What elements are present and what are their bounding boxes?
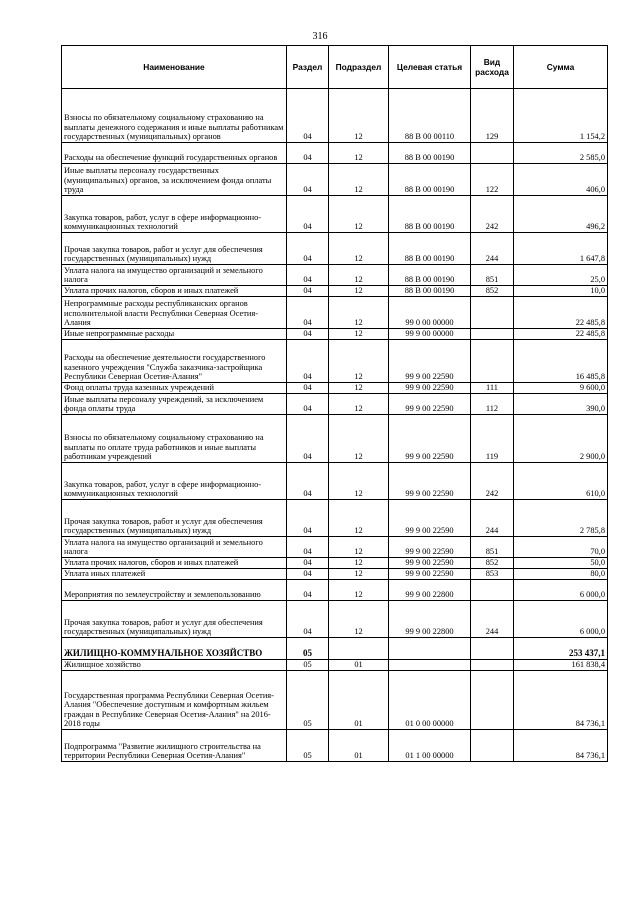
- cell-statya: 99 9 00 00000: [389, 329, 471, 340]
- cell-podrazdel: 12: [329, 415, 389, 463]
- cell-summa: 2 785,8: [514, 500, 608, 537]
- cell-vid: 119: [471, 415, 514, 463]
- cell-vid: 853: [471, 569, 514, 580]
- cell-podrazdel: 12: [329, 286, 389, 297]
- cell-name: Уплата налога на имущество организаций и земельного налога: [62, 265, 287, 286]
- table-row: [62, 265, 608, 286]
- cell-podrazdel: 12: [329, 196, 389, 233]
- cell-name: Расходы на обеспечение деятельности государственного казенного учреждения "Служба заказчика-застройщика Республики Северная Осетия-Алания": [62, 340, 287, 383]
- cell-vid: [471, 329, 514, 340]
- cell-razdel: 04: [287, 286, 329, 297]
- cell-podrazdel: 12: [329, 164, 389, 196]
- cell-razdel: 04: [287, 89, 329, 143]
- cell-vid: [471, 730, 514, 762]
- cell-summa: 1 647,8: [514, 233, 608, 265]
- cell-vid: 111: [471, 383, 514, 394]
- table-row: [62, 196, 608, 233]
- table-row: [62, 558, 608, 569]
- cell-razdel: 04: [287, 383, 329, 394]
- cell-statya: 99 9 00 22590: [389, 569, 471, 580]
- header-vid: Вид расхода: [471, 46, 514, 89]
- cell-summa: 406,0: [514, 164, 608, 196]
- cell-razdel: 04: [287, 164, 329, 196]
- table-row: [62, 580, 608, 601]
- cell-vid: 852: [471, 286, 514, 297]
- cell-razdel: 04: [287, 500, 329, 537]
- cell-summa: 84 736,1: [514, 671, 608, 730]
- cell-razdel: 04: [287, 233, 329, 265]
- cell-summa: 22 485,8: [514, 329, 608, 340]
- cell-podrazdel: 12: [329, 569, 389, 580]
- table-row: [62, 164, 608, 196]
- cell-vid: [471, 580, 514, 601]
- cell-podrazdel: 12: [329, 297, 389, 329]
- cell-podrazdel: 12: [329, 89, 389, 143]
- cell-statya: 01 1 00 00000: [389, 730, 471, 762]
- cell-razdel: 05: [287, 671, 329, 730]
- cell-summa: 161 838,4: [514, 660, 608, 671]
- table-row: [62, 463, 608, 500]
- cell-summa: 496,2: [514, 196, 608, 233]
- cell-razdel: 04: [287, 558, 329, 569]
- table-row: [62, 500, 608, 537]
- cell-statya: 99 9 00 22590: [389, 394, 471, 415]
- page-number: 316: [312, 31, 328, 42]
- cell-name: Мероприятия по землеустройству и землепользованию: [62, 580, 287, 601]
- cell-summa: 9 600,0: [514, 383, 608, 394]
- cell-podrazdel: [329, 638, 389, 660]
- cell-name: Уплата прочих налогов, сборов и иных платежей: [62, 286, 287, 297]
- cell-podrazdel: 12: [329, 500, 389, 537]
- cell-name: Уплата налога на имущество организаций и земельного налога: [62, 537, 287, 558]
- cell-vid: 851: [471, 537, 514, 558]
- table-row: [62, 383, 608, 394]
- table-row: [62, 329, 608, 340]
- cell-summa: 6 000,0: [514, 580, 608, 601]
- cell-name: Прочая закупка товаров, работ и услуг для обеспечения государственных (муниципальных) нужд: [62, 500, 287, 537]
- cell-statya: 88 В 00 00190: [389, 233, 471, 265]
- cell-summa: 2 585,0: [514, 143, 608, 164]
- header-summa: Сумма: [514, 46, 608, 89]
- cell-summa: 10,0: [514, 286, 608, 297]
- cell-vid: 244: [471, 500, 514, 537]
- cell-razdel: 04: [287, 601, 329, 638]
- cell-vid: 112: [471, 394, 514, 415]
- cell-vid: 852: [471, 558, 514, 569]
- cell-podrazdel: 12: [329, 394, 389, 415]
- cell-statya: 99 9 00 22800: [389, 601, 471, 638]
- cell-razdel: 04: [287, 394, 329, 415]
- cell-summa: 2 900,0: [514, 415, 608, 463]
- cell-summa: 22 485,8: [514, 297, 608, 329]
- cell-razdel: 05: [287, 638, 329, 660]
- cell-summa: 610,0: [514, 463, 608, 500]
- cell-podrazdel: 12: [329, 233, 389, 265]
- cell-statya: 99 9 00 22590: [389, 463, 471, 500]
- cell-vid: [471, 340, 514, 383]
- cell-summa: 70,0: [514, 537, 608, 558]
- cell-podrazdel: 12: [329, 558, 389, 569]
- cell-podrazdel: 12: [329, 383, 389, 394]
- table-row: [62, 415, 608, 463]
- cell-razdel: 04: [287, 265, 329, 286]
- cell-statya: 99 9 00 22590: [389, 500, 471, 537]
- cell-summa: 50,0: [514, 558, 608, 569]
- cell-podrazdel: 01: [329, 660, 389, 671]
- header-podrazdel: Подраздел: [329, 46, 389, 89]
- cell-statya: 99 9 00 22590: [389, 340, 471, 383]
- cell-vid: 129: [471, 89, 514, 143]
- cell-razdel: 05: [287, 730, 329, 762]
- header-statya: Целевая статья: [389, 46, 471, 89]
- cell-name: Прочая закупка товаров, работ и услуг для обеспечения государственных (муниципальных) нужд: [62, 601, 287, 638]
- cell-vid: 244: [471, 233, 514, 265]
- cell-name: Фонд оплаты труда казенных учреждений: [62, 383, 287, 394]
- cell-summa: 25,0: [514, 265, 608, 286]
- cell-podrazdel: 12: [329, 329, 389, 340]
- cell-podrazdel: 12: [329, 537, 389, 558]
- cell-vid: [471, 297, 514, 329]
- cell-name: Иные выплаты персоналу государственных (муниципальных) органов, за исключением фонда оплаты труда: [62, 164, 287, 196]
- header-razdel: Раздел: [287, 46, 329, 89]
- cell-vid: 242: [471, 463, 514, 500]
- cell-razdel: 04: [287, 569, 329, 580]
- cell-name: Закупка товаров, работ, услуг в сфере информационно-коммуникационных технологий: [62, 196, 287, 233]
- cell-vid: [471, 638, 514, 660]
- cell-razdel: 04: [287, 329, 329, 340]
- cell-summa: 1 154,2: [514, 89, 608, 143]
- cell-statya: 99 9 00 22590: [389, 558, 471, 569]
- table-header-row: [62, 46, 608, 89]
- cell-vid: [471, 671, 514, 730]
- cell-statya: 01 0 00 00000: [389, 671, 471, 730]
- cell-razdel: 04: [287, 143, 329, 164]
- cell-statya: [389, 660, 471, 671]
- cell-name: Взносы по обязательному социальному страхованию на выплаты денежного содержания и иные выплаты работникам государственных (муниципальных) органов: [62, 89, 287, 143]
- cell-summa: 80,0: [514, 569, 608, 580]
- cell-statya: 88 В 00 00190: [389, 265, 471, 286]
- cell-name: Расходы на обеспечение функций государственных органов: [62, 143, 287, 164]
- budget-table: [61, 45, 608, 762]
- cell-razdel: 04: [287, 297, 329, 329]
- cell-name: Иные выплаты персоналу учреждений, за исключением фонда оплаты труда: [62, 394, 287, 415]
- table-row: [62, 297, 608, 329]
- cell-podrazdel: 12: [329, 143, 389, 164]
- cell-name: Жилищное хозяйство: [62, 660, 287, 671]
- table-row: [62, 569, 608, 580]
- cell-podrazdel: 01: [329, 671, 389, 730]
- cell-name: Подпрограмма "Развитие жилищного строительства на территории Республики Северная Осетия-Алания": [62, 730, 287, 762]
- cell-razdel: 04: [287, 196, 329, 233]
- cell-vid: 244: [471, 601, 514, 638]
- cell-name: Прочая закупка товаров, работ и услуг для обеспечения государственных (муниципальных) нужд: [62, 233, 287, 265]
- cell-statya: 88 В 00 00190: [389, 164, 471, 196]
- cell-summa: 390,0: [514, 394, 608, 415]
- cell-statya: [389, 638, 471, 660]
- cell-name: Государственная программа Республики Северная Осетия-Алания "Обеспечение доступным и комфортным жильем граждан в Республике Северная Осетия-Алания" на 2016-2018 годы: [62, 671, 287, 730]
- table-row: [62, 89, 608, 143]
- cell-razdel: 04: [287, 580, 329, 601]
- table-row: [62, 537, 608, 558]
- cell-vid: [471, 143, 514, 164]
- cell-name: ЖИЛИЩНО-КОММУНАЛЬНОЕ ХОЗЯЙСТВО: [62, 638, 287, 660]
- cell-statya: 88 В 00 00110: [389, 89, 471, 143]
- cell-vid: 851: [471, 265, 514, 286]
- cell-name: Уплата прочих налогов, сборов и иных платежей: [62, 558, 287, 569]
- table-row: [62, 671, 608, 730]
- table-row: [62, 394, 608, 415]
- cell-statya: 88 В 00 00190: [389, 196, 471, 233]
- cell-vid: [471, 660, 514, 671]
- table-row: [62, 340, 608, 383]
- table-row: [62, 601, 608, 638]
- cell-razdel: 05: [287, 660, 329, 671]
- cell-statya: 99 9 00 22590: [389, 415, 471, 463]
- cell-name: Закупка товаров, работ, услуг в сфере информационно-коммуникационных технологий: [62, 463, 287, 500]
- table-row: [62, 660, 608, 671]
- cell-podrazdel: 12: [329, 601, 389, 638]
- cell-name: Взносы по обязательному социальному страхованию на выплаты по оплате труда работников и иные выплаты работникам учреждений: [62, 415, 287, 463]
- cell-podrazdel: 01: [329, 730, 389, 762]
- table-row: [62, 638, 608, 660]
- cell-razdel: 04: [287, 415, 329, 463]
- cell-statya: 99 9 00 22590: [389, 537, 471, 558]
- cell-podrazdel: 12: [329, 580, 389, 601]
- cell-summa: 16 485,8: [514, 340, 608, 383]
- table-row: [62, 143, 608, 164]
- cell-statya: 88 В 00 00190: [389, 286, 471, 297]
- cell-razdel: 04: [287, 463, 329, 500]
- cell-summa: 84 736,1: [514, 730, 608, 762]
- cell-summa: 253 437,1: [514, 638, 608, 660]
- cell-vid: 242: [471, 196, 514, 233]
- cell-statya: 99 0 00 00000: [389, 297, 471, 329]
- table-row: [62, 233, 608, 265]
- cell-statya: 99 9 00 22800: [389, 580, 471, 601]
- header-name: Наименование: [62, 46, 287, 89]
- cell-podrazdel: 12: [329, 265, 389, 286]
- cell-statya: 99 9 00 22590: [389, 383, 471, 394]
- cell-vid: 122: [471, 164, 514, 196]
- cell-razdel: 04: [287, 340, 329, 383]
- cell-statya: 88 В 00 00190: [389, 143, 471, 164]
- cell-razdel: 04: [287, 537, 329, 558]
- cell-name: Уплата иных платежей: [62, 569, 287, 580]
- cell-name: Иные непрограммные расходы: [62, 329, 287, 340]
- cell-podrazdel: 12: [329, 340, 389, 383]
- cell-summa: 6 000,0: [514, 601, 608, 638]
- cell-name: Непрограммные расходы республиканских органов исполнительной власти Республики Северная Осетия-Алания: [62, 297, 287, 329]
- cell-podrazdel: 12: [329, 463, 389, 500]
- table-row: [62, 286, 608, 297]
- table-row: [62, 730, 608, 762]
